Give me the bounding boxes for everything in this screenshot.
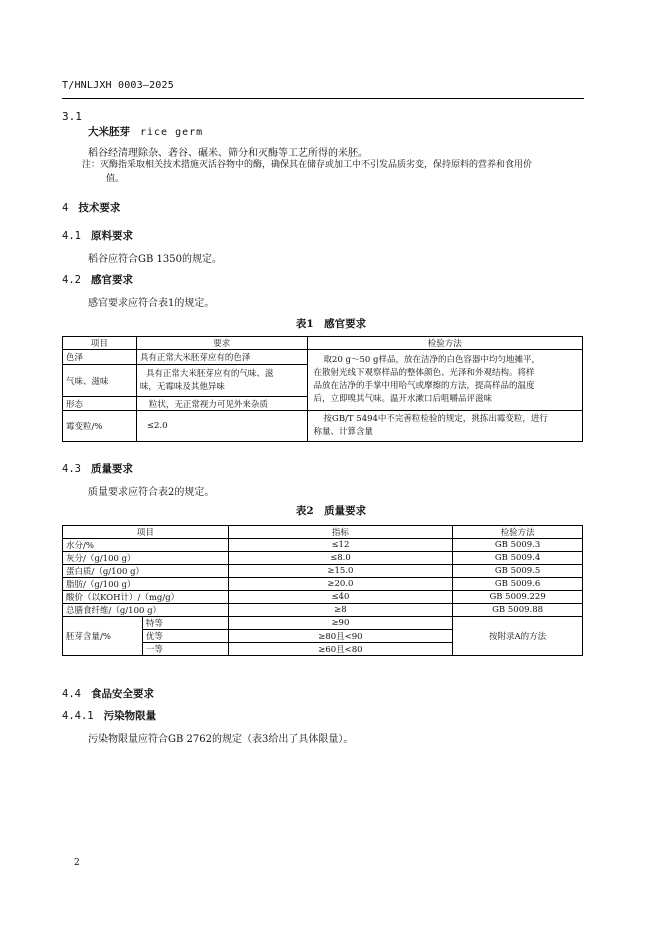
method-cell: GB 5009.4 xyxy=(453,552,583,565)
method-line: 按GB/T 5494中不完善粒检验的规定，挑拣出霉变粒，进行 xyxy=(323,414,548,424)
section-4-3-text: 质量要求应符合表2的规定。 xyxy=(88,487,215,498)
grade-cell: 一等 xyxy=(142,643,228,656)
value-cell: ≥8 xyxy=(228,604,453,617)
method-line: 后，立即嗅其气味。温开水漱口后咀嚼品评滋味 xyxy=(313,394,493,404)
term-heading xyxy=(88,124,203,139)
method-line: 品放在洁净的手掌中用哈气或摩擦的方法，提高样品的温度 xyxy=(313,381,535,391)
method-cell: 按附录A的方法 xyxy=(453,617,583,656)
section-number: 4.3 xyxy=(62,463,81,475)
value-cell: ≤12 xyxy=(228,539,453,552)
header-rule xyxy=(62,98,584,99)
requirement-cell xyxy=(136,365,307,397)
method-line: 在散射光线下观察样品的整体颜色、光泽和外观结构。将样 xyxy=(313,368,535,378)
table-row xyxy=(63,539,583,552)
section-4-1-text: 稻谷应符合GB 1350的规定。 xyxy=(88,254,222,265)
method-cell: GB 5009.3 xyxy=(453,539,583,552)
section-4-1-heading xyxy=(62,228,133,243)
method-cell xyxy=(307,350,582,411)
header-cell: 要求 xyxy=(136,337,307,350)
table-2-caption: 表2 质量要求 xyxy=(295,505,367,517)
table-row xyxy=(63,578,583,591)
table-header-row xyxy=(63,526,583,539)
method-line: 取20 g～50 g样品，放在洁净的白色容器中均匀地摊平， xyxy=(323,355,540,365)
section-number: 4.1 xyxy=(62,230,81,242)
header-cell: 检验方法 xyxy=(453,526,583,539)
table-1-caption: 表1 感官要求 xyxy=(295,318,367,330)
item-cell: 总膳食纤维/（g/100 g） xyxy=(63,604,229,617)
table-row xyxy=(63,591,583,604)
section-title: 原料要求 xyxy=(90,230,133,242)
requirement-line: 具有正常大米胚芽应有的气味、滋 xyxy=(145,368,274,379)
note-label: 注： xyxy=(82,160,101,170)
note-line-1: 灭酶指采取相关技术措施灭活谷物中的酶，确保其在储存或加工中不引发品质劣变，保持原料的营养和食用价 xyxy=(100,160,533,170)
table-1 xyxy=(62,336,583,442)
term-note xyxy=(82,158,532,172)
term-title: 大米胚芽 xyxy=(88,126,130,138)
table-row xyxy=(63,565,583,578)
value-cell: ≤40 xyxy=(228,591,453,604)
requirement-cell: ≤2.0 xyxy=(136,411,307,442)
item-cell: 气味、滋味 xyxy=(63,365,137,397)
page-number: 2 xyxy=(74,858,80,868)
method-line: 称量、计算含量 xyxy=(313,427,374,437)
section-title: 技术要求 xyxy=(78,202,121,214)
document-number: T/HNLJXH 0003—2025 xyxy=(62,80,174,91)
section-4-4-1-text: 污染物限量应符合GB 2762的规定（表3给出了具体限量）。 xyxy=(88,734,354,745)
section-4-3-heading xyxy=(62,461,133,476)
method-cell xyxy=(307,411,582,442)
grade-cell: 优等 xyxy=(142,630,228,643)
value-cell: ≥60且<80 xyxy=(228,643,453,656)
value-cell: ≥90 xyxy=(228,617,453,630)
method-cell: GB 5009.6 xyxy=(453,578,583,591)
note-line-2: 值。 xyxy=(106,174,125,184)
method-cell: GB 5009.88 xyxy=(453,604,583,617)
table-row xyxy=(63,604,583,617)
section-number: 4.4 xyxy=(62,688,81,700)
section-4-2-text: 感官要求应符合表1的规定。 xyxy=(88,298,215,309)
item-cell: 脂肪/（g/100 g） xyxy=(63,578,229,591)
section-title: 感官要求 xyxy=(90,274,133,286)
table-header-row xyxy=(63,337,583,350)
method-cell: GB 5009.5 xyxy=(453,565,583,578)
header-cell: 指标 xyxy=(228,526,453,539)
section-title: 食品安全要求 xyxy=(90,688,154,700)
header-cell: 项目 xyxy=(63,337,137,350)
item-cell: 酸价（以KOH计）/（mg/g） xyxy=(63,591,229,604)
requirement-line: 味，无霉味及其他异味 xyxy=(139,381,225,392)
item-cell: 蛋白质/（g/100 g） xyxy=(63,565,229,578)
section-4-4-1-heading xyxy=(62,708,156,723)
header-cell: 项目 xyxy=(63,526,229,539)
term-title-en: rice germ xyxy=(140,127,204,138)
requirement-cell: 粒状，无正常视力可见外来杂质 xyxy=(136,397,307,411)
section-4-heading xyxy=(62,200,120,215)
section-4-4-heading xyxy=(62,686,154,701)
section-title: 质量要求 xyxy=(90,463,133,475)
method-cell: GB 5009.229 xyxy=(453,591,583,604)
table-2 xyxy=(62,525,583,656)
value-cell: ≥15.0 xyxy=(228,565,453,578)
item-cell: 胚芽含量/% xyxy=(63,617,143,656)
item-cell: 灰分/（g/100 g） xyxy=(63,552,229,565)
item-cell: 色泽 xyxy=(63,350,137,365)
header-cell: 检验方法 xyxy=(307,337,582,350)
section-4-2-heading xyxy=(62,272,133,287)
grade-cell: 特等 xyxy=(142,617,228,630)
section-number: 4.4.1 xyxy=(62,710,94,722)
value-cell: ≥80且<90 xyxy=(228,630,453,643)
item-cell: 水分/% xyxy=(63,539,229,552)
section-number: 4.2 xyxy=(62,274,81,286)
term-number: 3.1 xyxy=(62,110,82,123)
requirement-cell: 具有正常大米胚芽应有的色泽 xyxy=(136,350,307,365)
table-row xyxy=(63,411,583,442)
value-cell: ≤8.0 xyxy=(228,552,453,565)
item-cell: 霉变粒/% xyxy=(63,411,137,442)
table-row xyxy=(63,350,583,365)
section-number: 4 xyxy=(62,202,69,214)
item-cell: 形态 xyxy=(63,397,137,411)
value-cell: ≥20.0 xyxy=(228,578,453,591)
term-definition: 稻谷经清理除杂、砻谷、碾米、筛分和灭酶等工艺所得的米胚。 xyxy=(88,148,368,159)
section-title: 污染物限量 xyxy=(103,710,157,722)
table-row xyxy=(63,552,583,565)
table-row xyxy=(63,617,583,630)
